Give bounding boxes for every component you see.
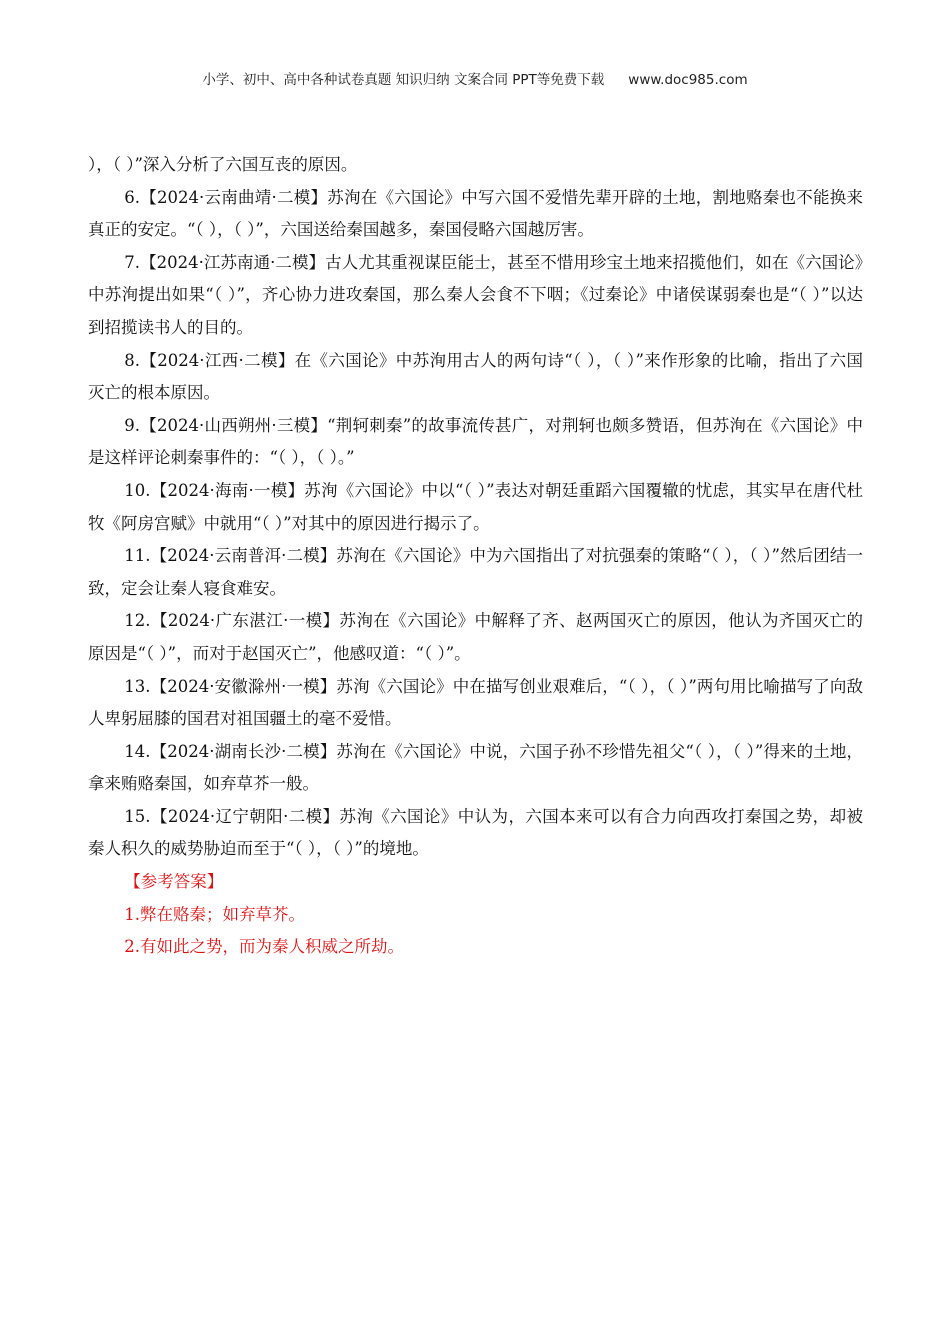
question-7: 7.【2024·江苏南通·二模】古人尤其重视谋臣能士，甚至不惜用珍宝土地来招揽他们，如在《六国论》中苏洵提出如果“（ ）”，齐心协力进攻秦国，那么秦人会食不下咽；《过秦论》中诸侯谋弱秦也是“（ ）”以达到招揽读书人的目的。 xyxy=(88,252,863,337)
question-9: 9.【2024·山西朔州·三模】“荆轲刺秦”的故事流传甚广，对荆轲也颇多赞语，但苏洵在《六国论》中是这样评论刺秦事件的：“（ ），（ ）。” xyxy=(88,415,863,468)
question-13: 13.【2024·安徽滁州·一模】苏洵《六国论》中在描写创业艰难后，“（ ），（ ）”两句用比喻描写了向敌人卑躬屈膝的国君对祖国疆土的毫不爱惜。 xyxy=(88,676,863,729)
question-12: 12.【2024·广东湛江·一模】苏洵在《六国论》中解释了齐、赵两国灭亡的原因，他认为齐国灭亡的原因是“（ ）”，而对于赵国灭亡”，他感叹道：“（ ）”。 xyxy=(88,611,863,663)
header-text: 小学、初中、高中各种试卷真题 知识归纳 文案合同 PPT等免费下载 xyxy=(202,72,605,88)
document-body xyxy=(88,149,863,964)
answer-item-1: 1.弊在赂秦；如弃草芥。 xyxy=(124,904,306,924)
question-continuation: ），（ ）”深入分析了六国互丧的原因。 xyxy=(88,155,358,174)
question-6: 6.【2024·云南曲靖·二模】苏洵在《六国论》中写六国不爱惜先辈开辟的土地，割地赂秦也不能换来真正的安定。“（ ），（ ）”，六国送给秦国越多，秦国侵略六国越厉害。 xyxy=(88,187,863,240)
question-11: 11.【2024·云南普洱·二模】苏洵在《六国论》中为六国指出了对抗强秦的策略“（ ），（ ）”然后团结一致，定会让秦人寝食难安。 xyxy=(88,546,863,598)
question-10: 10.【2024·海南·一模】苏洵《六国论》中以“（ ）”表达对朝廷重蹈六国覆辙的忧虑，其实早在唐代杜牧《阿房宫赋》中就用“（ ）”对其中的原因进行揭示了。 xyxy=(88,480,863,533)
header-url[interactable]: www.doc985.com xyxy=(628,72,748,88)
page-header xyxy=(0,68,950,88)
answer-item-2: 2.有如此之势，而为秦人积威之所劫。 xyxy=(124,937,405,957)
question-8: 8.【2024·江西·二模】在《六国论》中苏洵用古人的两句诗“（ ），（ ）”来作形象的比喻，指出了六国灭亡的根本原因。 xyxy=(88,350,863,403)
question-14: 14.【2024·湖南长沙·二模】苏洵在《六国论》中说，六国子孙不珍惜先祖父“（ ），（ ）”得来的土地，拿来贿赂秦国，如弃草芥一般。 xyxy=(88,741,863,794)
question-15: 15.【2024·辽宁朝阳·二模】苏洵《六国论》中认为，六国本来可以有合力向西攻打秦国之势，却被秦人积久的威势胁迫而至于“（ ），（ ）”的境地。 xyxy=(88,806,863,859)
answer-title: 【参考答案】 xyxy=(124,872,224,892)
